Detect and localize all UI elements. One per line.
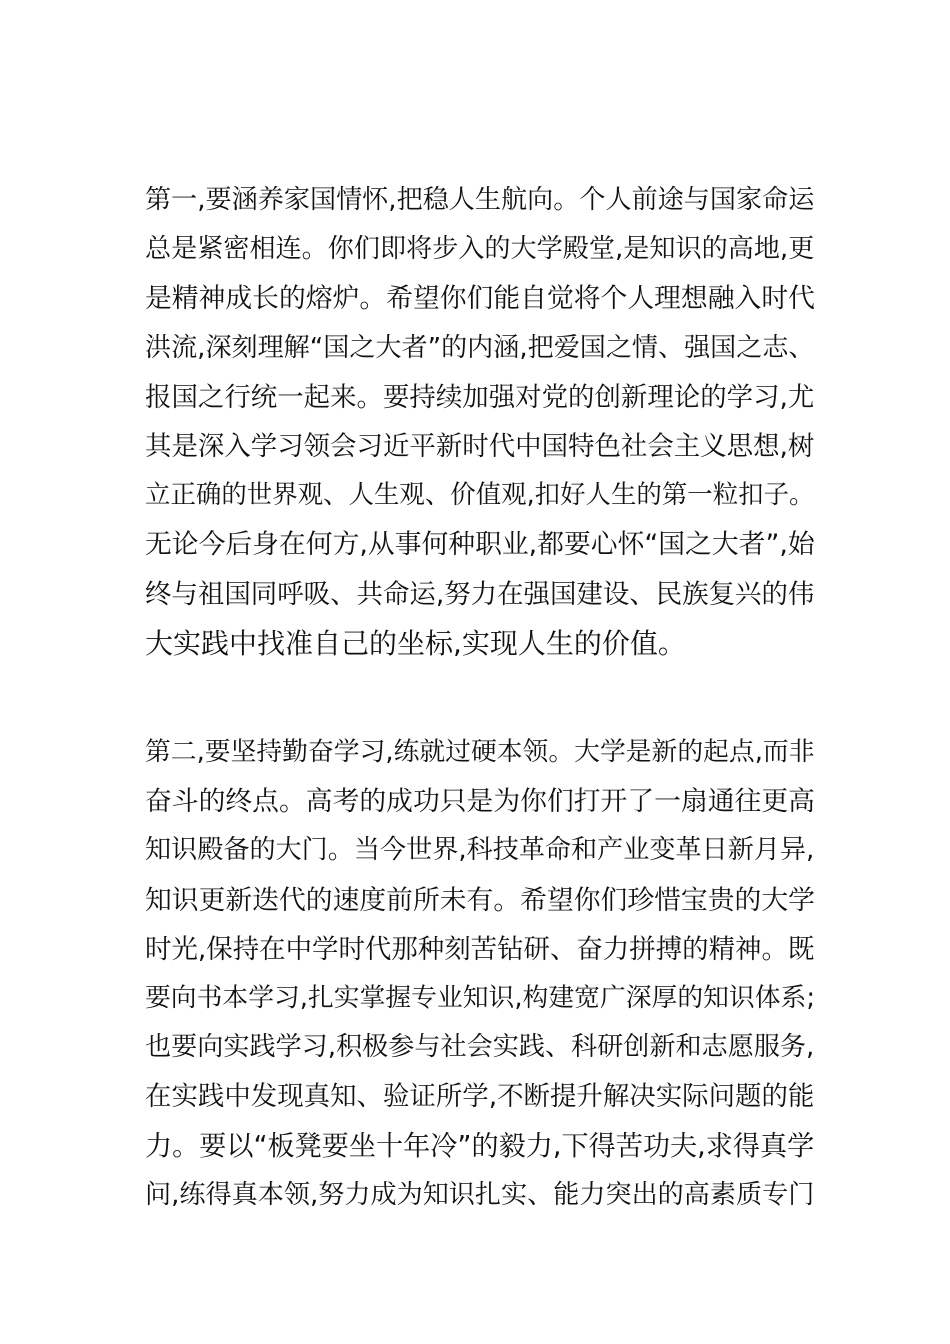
text-line: 立正确的世界观、人生观、价值观,扣好人生的第一粒扣子。 xyxy=(145,480,815,511)
text-line: 第一,要涵养家国情怀,把稳人生航向。个人前途与国家命运 xyxy=(145,185,815,215)
text-line: 终与祖国同呼吸、共命运,努力在强国建设、民族复兴的伟 xyxy=(145,578,815,610)
text-line: 也要向实践学习,积极参与社会实践、科研创新和志愿服务, xyxy=(145,1032,815,1063)
text-line: 报国之行统一起来。要持续加强对党的创新理论的学习,尤 xyxy=(145,381,815,413)
text-line: 要向书本学习,扎实掌握专业知识,构建宽广深厚的知识体系; xyxy=(145,982,816,1013)
text-line: 知识殿备的大门。当今世界,科技革命和产业变革日新月异, xyxy=(145,835,815,866)
text-line: 洪流,深刻理解“国之大者”的内涵,把爱国之情、强国之志、 xyxy=(145,332,815,363)
text-line: 问,练得真本领,努力成为知识扎实、能力突出的高素质专门 xyxy=(145,1179,815,1210)
text-line: 是精神成长的熔炉。希望你们能自觉将个人理想融入时代 xyxy=(145,283,815,315)
text-line: 其是深入学习领会习近平新时代中国特色社会主义思想,树 xyxy=(145,430,815,462)
text-line: 总是紧密相连。你们即将步入的大学殿堂,是知识的高地,更 xyxy=(145,234,815,265)
text-line: 在实践中发现真知、验证所学,不断提升解决实际问题的能 xyxy=(145,1081,815,1113)
paragraph-second xyxy=(145,728,815,1220)
text-line: 大实践中找准自己的坐标,实现人生的价值。 xyxy=(145,626,686,660)
text-line: 时光,保持在中学时代那种刻苦钻研、奋力拼搏的精神。既 xyxy=(145,933,815,965)
paragraph-first xyxy=(145,176,815,668)
text-line: 知识更新迭代的速度前所未有。希望你们珍惜宝贵的大学 xyxy=(145,884,815,916)
text-line: 奋斗的终点。高考的成功只是为你们打开了一扇通往更高 xyxy=(145,786,815,818)
text-line: 力。要以“板凳要坐十年冷”的毅力,下得苦功夫,求得真学 xyxy=(145,1130,815,1162)
text-line: 第二,要坚持勤奋学习,练就过硬本领。大学是新的起点,而非 xyxy=(145,737,815,767)
text-line: 无论今后身在何方,从事何种职业,都要心怀“国之大者”,始 xyxy=(145,529,815,561)
